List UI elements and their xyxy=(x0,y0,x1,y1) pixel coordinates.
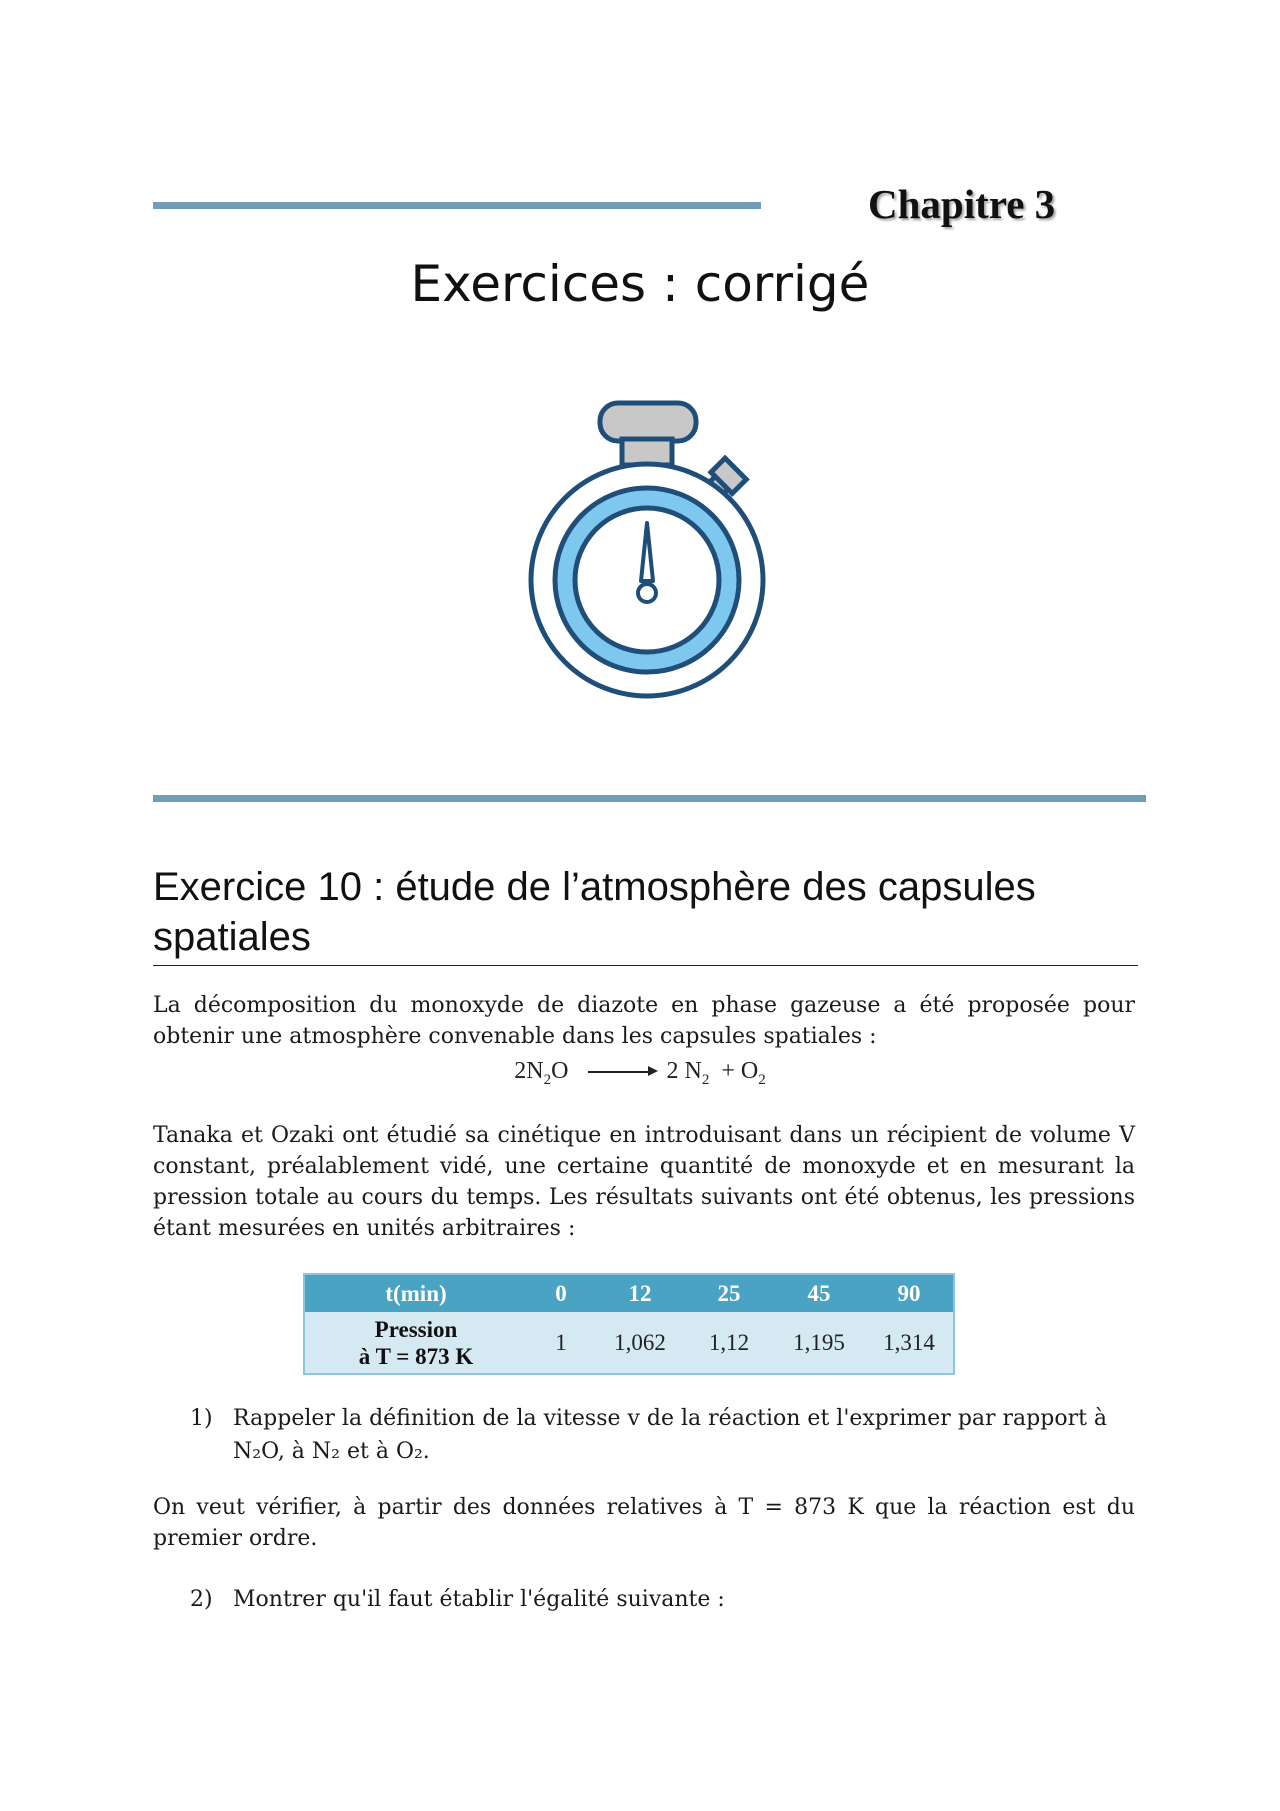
table-header-cell: 12 xyxy=(595,1274,685,1312)
page-title: Exercices : corrigé xyxy=(410,255,870,313)
product-o2: + O xyxy=(721,1058,759,1084)
table-cell: 1 xyxy=(527,1312,595,1374)
question-text: Montrer qu'il faut établir l'égalité suivante : xyxy=(233,1587,725,1612)
exercise-title: Exercice 10 : étude de l’atmosphère des capsules spatiales xyxy=(153,865,1036,959)
statement-paragraph: On veut vérifier, à partir des données relatives à T = 873 K que la réaction est du premier ordre. xyxy=(153,1495,1135,1551)
table-row-label: Pression à T = 873 K xyxy=(304,1312,527,1374)
table-cell: 1,062 xyxy=(595,1312,685,1374)
chapter-label: Chapitre 3 xyxy=(868,181,1056,227)
stopwatch-stem xyxy=(622,439,672,465)
exercise-title-underline xyxy=(153,965,1138,966)
question-number: 1) xyxy=(190,1406,213,1431)
product-n2: 2 N xyxy=(666,1058,702,1084)
question-1 xyxy=(190,1402,1110,1468)
table-header-cell: 0 xyxy=(527,1274,595,1312)
question-number: 2) xyxy=(190,1587,213,1612)
pressure-table xyxy=(303,1273,955,1375)
table-header-row xyxy=(304,1274,954,1312)
table-cell: 1,195 xyxy=(773,1312,865,1374)
stopwatch-pivot xyxy=(638,584,656,602)
question-text: Rappeler la définition de la vitesse v de la réaction et l'exprimer par rapport à N₂O, à N₂ et à O₂. xyxy=(233,1406,1108,1464)
table-cell: 1,314 xyxy=(865,1312,954,1374)
table-cell: 1,12 xyxy=(685,1312,773,1374)
stopwatch-crown xyxy=(600,403,696,441)
top-rule xyxy=(153,202,761,209)
question-2 xyxy=(190,1583,1110,1616)
reactant: 2N xyxy=(514,1058,544,1084)
context-paragraph: Tanaka et Ozaki ont étudié sa cinétique en introduisant dans un récipient de volume V constant, préalablement vidé, une certaine quantité de monoxyde et en mesurant la pression totale au cours du temps. Les résultats suivants ont été obtenus, les pressions étant mesurées en unités arbitraires : xyxy=(153,1123,1135,1241)
table-row xyxy=(304,1312,954,1374)
table-header-cell: 45 xyxy=(773,1274,865,1312)
table-header-cell: 25 xyxy=(685,1274,773,1312)
table-header-label: t(min) xyxy=(304,1274,527,1312)
table-header-cell: 90 xyxy=(865,1274,954,1312)
stopwatch-icon xyxy=(510,395,770,715)
intro-paragraph: La décomposition du monoxyde de diazote en phase gazeuse a été proposée pour obtenir une atmosphère convenable dans les capsules spatiales : xyxy=(153,993,1135,1049)
section-rule xyxy=(153,795,1146,802)
reaction-equation: $2N_2O$ 2 $N_2 + O_2$ xyxy=(514,1058,766,1088)
